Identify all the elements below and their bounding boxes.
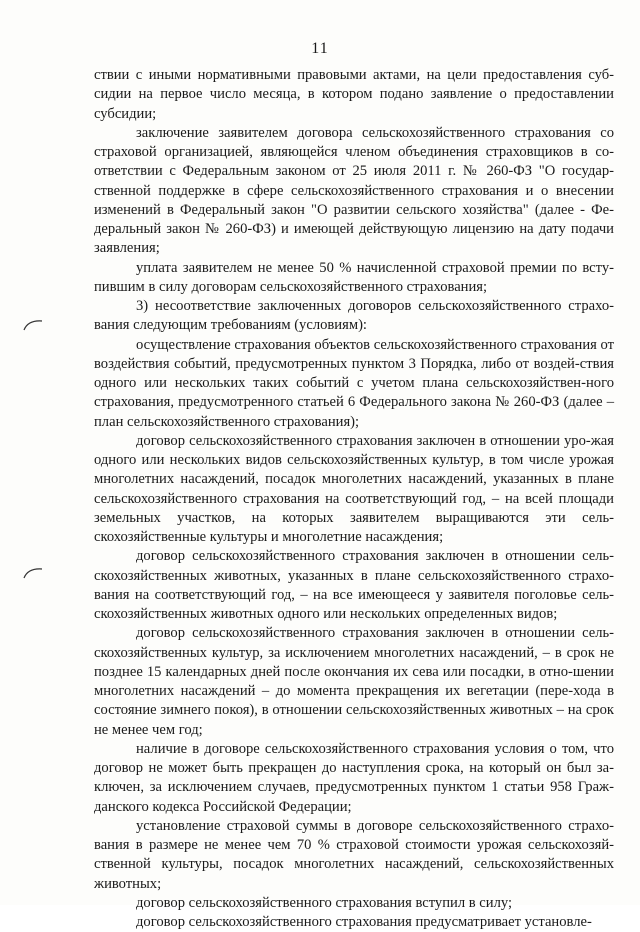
paragraph: договор сельскохозяйственного страхования предусматривает установле- <box>136 914 592 930</box>
paragraph: заключение заявителем договора сельскохозяйственного страхования со страховой организацией, являющейся членом объединения страховщиков в со-ответствии с Федеральным законом от 25 июля 2011 г. № 260-ФЗ "О государ-ственной поддержке в сфере сельскохозяйственного страхования и о внесении изменений в Федеральный закон "О развитии сельского хозяйства" (далее - Фе-деральный закон № 260-ФЗ) и имеющей действующую лицензию на дату подачи заявления; <box>94 124 614 257</box>
paragraph: ствии с иными нормативными правовыми актами, на цели предоставления суб-сидии на первое число месяца, в котором подано заявление о предоставлении субсидии; <box>94 67 614 122</box>
paragraph: наличие в договоре сельскохозяйственного страхования условия о том, что договор не может быть прекращен до наступления срока, на который он был за-ключен, за исключением случаев, предусмотренных пунктом 1 статьи 958 Граж-данского кодекса Российской Федерации; <box>94 740 614 815</box>
margin-bracket-mark <box>22 318 44 332</box>
paragraph: договор сельскохозяйственного страхования вступил в силу; <box>136 894 513 911</box>
paragraph: договор сельскохозяйственного страхования заключен в отношении сель-скохозяйственных животных, указанных в плане сельскохозяйственного страхо-вания на соответствующий год, – на все имеющееся у заявителя поголовье сель-скохозяйственных животных одного или нескольких определенных видов; <box>94 548 614 622</box>
paragraph: уплата заявителем не менее 50 % начисленной страховой премии по всту-пившим в силу договорам сельскохозяйственного страхования; <box>94 259 614 295</box>
paragraph: договор сельскохозяйственного страхования заключен в отношении уро-жая одного или нескольких видов сельскохозяйственных культур, в том числе урожая многолетних насаждений, посадок многолетних насаждений, указанных в плане сельскохозяйственного страхования на соответствующий год, – на всей площади земельных участков, на которых заявителем выращиваются эти сель-скохозяйственные культуры и многолетние насаждения; <box>94 432 614 545</box>
paragraph: 3) несоответствие заключенных договоров сельскохозяйственного страхо-вания следующим требованиям (условиям): <box>94 298 614 334</box>
body-text <box>94 66 614 932</box>
margin-bracket-mark <box>22 566 44 580</box>
paragraph: договор сельскохозяйственного страхования заключен в отношении сель-скохозяйственных культур, за исключением многолетних насаждений, – в срок не позднее 15 календарных дней после окончания их сева или посадки, в отно-шении многолетних насаждений – до момента прекращения их вегетации (пере-хода в состояние зимнего покоя), в отношении сельскохозяйственных животных – на срок не менее чем год; <box>94 625 614 738</box>
paragraph: установление страховой суммы в договоре сельскохозяйственного страхо-вания в размере не менее чем 70 % страховой стоимости урожая сельскохозяй-ственной культуры, посадок многолетних насаждений, сельскохозяйственных животных; <box>94 817 614 892</box>
paragraph: осуществление страхования объектов сельскохозяйственного страхования от воздействия событий, предусмотренных пунктом 3 Порядка, либо от воздей-ствия одного или нескольких таких событий с учетом плана сельскохозяйствен-ного страхования, предусмотренного статьей 6 Федерального закона № 260-ФЗ (далее – план сельскохозяйственного страхования); <box>94 336 614 430</box>
page-number: 11 <box>311 40 329 57</box>
